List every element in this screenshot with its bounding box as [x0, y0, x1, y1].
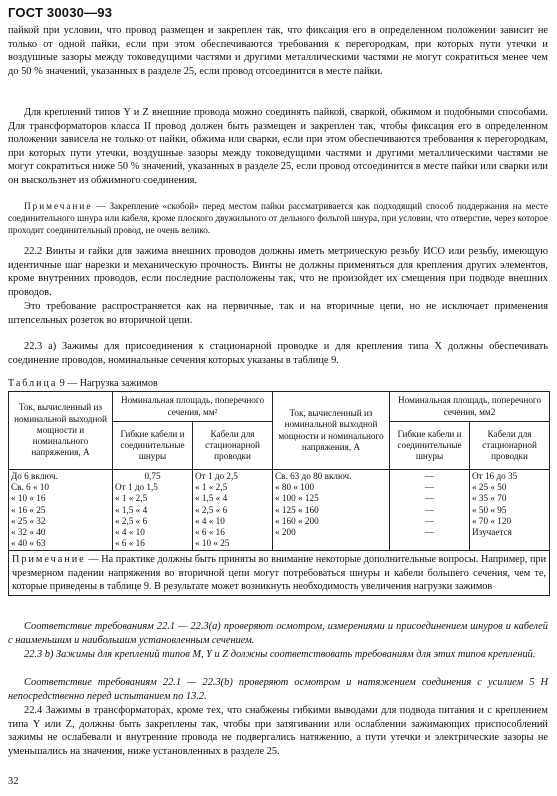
table-cell: « 70 « 120 [472, 515, 512, 526]
paragraph-y-z-fixing: Для креплений типов Y и Z внешние провода можно соединять пайкой, сваркой, обжимом и подобными способами. Для трансформаторов класса II провод должен быть размещен и закреплен так, чтобы фиксация его в определенном положении зависела не только от пайки, обжима или сварки, если при этом обеспечиваются требования к перегородкам, при которых пути утечки, воздушные зазоры между токоведущими частями и другими металлическими частями не могут сократиться ниже 50 % значений, указанных в разделе 25, если провод отсоединится в месте пайки или сварки или он выскользнет из обжимного соединения. [8, 107, 548, 186]
table-note [9, 551, 550, 596]
column-current-right [273, 470, 390, 551]
table-cell: « 1 « 2,5 [195, 482, 228, 493]
header-area-right: Номинальная площадь, поперечного сечения, мм2 [390, 392, 550, 422]
table-caption-title: 9 — Нагрузка зажимов [57, 378, 158, 389]
table-cell: « 32 « 40 [11, 527, 46, 538]
column-fixed-right [470, 470, 550, 551]
header-area-left: Номинальная площадь, поперечного сечения, мм² [113, 392, 273, 422]
table-cell: « 6 « 16 [115, 538, 145, 549]
note-text: — Закрепление «скобой» перед местом пайки рассматривается как подходящий способ поддержания на месте соединительного шнура или кабеля, кроме плоского двужильного от дельного фольгой шнура, при условии, что отверстие, через которое проходит соединительный провод, не очень велико. [8, 201, 548, 235]
terminal-load-table [8, 391, 550, 596]
column-flex-left [113, 470, 193, 551]
table-cell: « 16 « 25 [11, 504, 46, 515]
note-label: Примечание [24, 201, 93, 211]
table-cell: « 1,5 « 4 [115, 504, 148, 515]
table-cell: « 4 « 10 [115, 527, 145, 538]
table-cell: — [424, 515, 435, 526]
table-note-text: — На практике должны быть приняты во внимание некоторые дополнительные вопросы. Например, при чрезмерном падении напряжения во вторичной цепи могут потребоваться шнуры и кабели большего сечения, чем те, которые приведены в таблице 9. В результате может возникнуть необходимость увеличения нагрузки зажимов [12, 554, 547, 592]
table-caption [8, 378, 158, 389]
table-cell: — [424, 471, 435, 481]
column-fixed-left [193, 470, 273, 551]
table-cell: « 160 « 200 [275, 515, 319, 526]
table-cell: « 125 « 160 [275, 504, 319, 515]
paragraph-22-2: 22.2 Винты и гайки для зажима внешних проводов должны иметь метрическую резьбу ИСО или резьбу, имеющую идентичные шаг нарезки и механическую прочность. Винты не должны применяться для крепления других элементов, кроме внутренних проводов, если последние расположены так, что не произойдет их смещения при подводе внешних проводов. [8, 246, 548, 298]
header-current: Ток, вычисленный из номинальной выходной мощности и номинального напряжения, А [9, 392, 113, 470]
table-cell: — [424, 482, 435, 493]
table-cell: — [424, 493, 435, 504]
table-cell: Св. 6 « 10 [11, 482, 50, 493]
standard-header: ГОСТ 30030—93 [8, 5, 113, 20]
table-cell: « 25 « 50 [472, 482, 507, 493]
header-fixed-right: Кабели для стационарной проводки [470, 422, 550, 470]
table-cell: « 200 [275, 527, 296, 538]
table-cell: « 50 « 95 [472, 504, 507, 515]
table-note-label: Примечание [12, 554, 86, 566]
paragraph-solder: пайкой при условии, что провод размещен и закреплен так, что фиксация его в определенном положении зависит не только от одной пайки, если при этом обеспечиваются требования к перегородкам, при которых пути утечки и воздушные зазоры между токоведущими частями и другими металлическими частями не могут сократиться менее чем до 50 % значений, указанных в разделе 25, если провод отсоединится в месте пайки. [8, 25, 548, 77]
table-cell: — [424, 504, 435, 515]
table-cell: От 1 до 1,5 [115, 482, 158, 493]
table-cell: От 1 до 2,5 [195, 471, 238, 481]
table-cell: « 80 « 100 [275, 482, 315, 493]
paragraph-circuits: Это требование распространяется как на первичные, так и на вторичные цепи, но не исключает применения штепсельных розеток во вторичной цепи. [8, 301, 548, 326]
table-cell: От 16 до 35 [472, 471, 518, 481]
table-cell: Св. 63 до 80 включ. [275, 471, 352, 481]
table-cell: « 2,5 « 6 [195, 504, 228, 515]
header-flex-right: Гибкие кабели и соединительные шнуры [390, 422, 470, 470]
table-cell: « 6 « 16 [195, 527, 225, 538]
paragraph-22-3a: 22.3 а) Зажимы для присоединения к стационарной проводке и для крепления типа X должны обеспечивать соединение проводов, номинальные сечения которых указаны в таблице 9. [8, 341, 548, 366]
header-current-right: Ток, вычисленный из номинальной выходной мощности и номинального напряжения, А [273, 392, 390, 470]
table-cell: « 10 « 25 [195, 538, 230, 549]
table-cell: « 35 « 70 [472, 493, 507, 504]
paragraph-compliance-b: Соответствие требованиям 22.1 — 22.3(b) проверяют осмотром и натяжением соединения с усилием 5 Н непосредственно перед испытанием по 13.2. [8, 677, 548, 702]
table-cell: « 1,5 « 4 [195, 493, 228, 504]
header-fixed-left: Кабели для стационарной проводки [193, 422, 273, 470]
paragraph-22-4: 22.4 Зажимы в трансформаторах, кроме тех, что снабжены гибкими выводами для подвода питания и с креплением типа Y или Z, должны быть закреплены так, чтобы при затягивании или ослаблении зажимающих приспособлений зажимы не ослабевали и внутренние провода не подвергались натяжению, а пути утечки и электрические зазоры не уменьшались на значения, ниже установленных в разделе 25. [8, 705, 548, 757]
paragraph-22-3b: 22.3 b) Зажимы для креплений типов M, Y и Z должны соответствовать требованиям для этих типов креплений. [24, 649, 536, 660]
table-cell: До 6 включ. [11, 471, 58, 481]
column-flex-right [390, 470, 470, 551]
table-cell: 0,75 [144, 471, 161, 481]
table-cell: « 1 « 2,5 [115, 493, 148, 504]
page-number: 32 [8, 776, 19, 787]
table-cell: « 100 « 125 [275, 493, 319, 504]
table-cell: « 25 « 32 [11, 515, 46, 526]
table-cell: « 40 « 63 [11, 538, 46, 549]
table-cell: « 4 « 10 [195, 515, 225, 526]
note-clamp [8, 201, 548, 236]
paragraph-compliance-a: Соответствие требованиям 22.1 — 22.3(а) проверяют осмотром, измерениями и присоединением шнуров и кабелей с наименьшим и наибольшим установленным сечением. [8, 621, 548, 646]
table-caption-word: Таблица [8, 378, 58, 389]
table-cell: Изучается [472, 527, 512, 538]
table-cell: — [424, 527, 435, 538]
header-flex-left: Гибкие кабели и соединительные шнуры [113, 422, 193, 470]
table-cell: « 10 « 16 [11, 493, 46, 504]
table-cell: « 2,5 « 6 [115, 515, 148, 526]
column-current-left [9, 470, 113, 551]
